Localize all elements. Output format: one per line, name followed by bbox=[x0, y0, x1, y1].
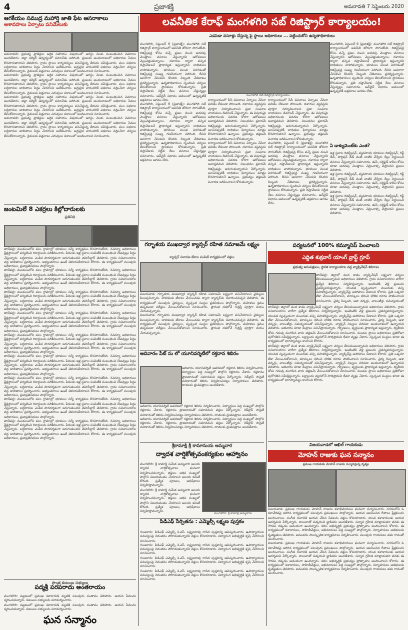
left-bottom-body: మంగళగిరి: పట్టణంలో ప్రముఖ కళాకారుడి మృతికి పలువురు సంతాపం తెలిపారు. ఆయన సేవలను స్మరించుకున్నారు. కుటుంబ సభ్యులను పరామర్శించారు. మంగళగిరి: పట్టణంలో ప్రముఖ కళాకారుడి మృతికి పలువురు సంతాపం తెలిపారు. ఆయన సేవలను స్మరించుకున్నారు. కుటుంబ సభ్యులను పరామర్శించారు. bbox=[4, 594, 136, 611]
left-bottom-kicker: సొంత కుటుంబ సభ్యులు bbox=[51, 580, 89, 585]
right-box-subheadline: ఎద్దిత శుక్రవార్ యాంగ్ వ్రాఫ్ట్ గ్రూప్ bbox=[268, 251, 404, 264]
left-bottom-section: ఘన సన్మానం bbox=[43, 615, 97, 626]
center-divider-2 bbox=[140, 442, 264, 443]
left-top-headline: ఆగకీయం సముద్ర మహార్షి జాతి ఫేట ఆసరాకాలు bbox=[4, 16, 109, 22]
center-body-1: విజయవాడ: గర్భాశయ ముఖద్వార క్యాన్సర్ రహిత సమాజమే లక్ష్యంగా పనిచేయాలని వైద్యులు పిలుపునిచ్చారు. బాలికలకు టీకాలు వేయించడం ద్వారా క్యాన్సర్‌ను నివారించవచ్చని తెలిపారు. ఈ కార్యక్రమంలో పలువురు వైద్యులు, స్వచ్ఛంద సంస్థల ప్రతినిధులు పాల్గొన్నారు. మహిళలు క్రమం తప్పకుండా పరీక్షలు చేయించుకోవాలని సూచించారు. ప్రారంభ దశలోనే గుర్తిస్తే పూర్తిగా నయం చేయవచ్చన్నారు. విజయవాడ: గర్భాశయ ముఖద్వార క్యాన్సర్ రహిత సమాజమే లక్ష్యంగా పనిచేయాలని వైద్యులు పిలుపునిచ్చారు. బాలికలకు టీకాలు వేయించడం ద్వారా క్యాన్సర్‌ను నివారించవచ్చని తెలిపారు. ఈ కార్యక్రమంలో పలువురు వైద్యులు, స్వచ్ఛంద సంస్థల ప్రతినిధులు పాల్గొన్నారు. మహిళలు క్రమం తప్పకుండా పరీక్షలు చేయించుకోవాలని సూచించారు. ప్రారంభ దశలోనే గుర్తిస్తే పూర్తిగా నయం చేయవచ్చన్నారు. bbox=[140, 292, 264, 335]
page-date: అమరావతి 7 సెప్టెంబరు 2020 bbox=[343, 4, 404, 10]
center-photo-3 bbox=[140, 366, 182, 404]
right-box-photo bbox=[268, 273, 316, 305]
left-divider-1 bbox=[4, 204, 136, 205]
page-header bbox=[4, 3, 404, 13]
left-mid-photo-3 bbox=[92, 225, 138, 247]
left-mid-byline: ప్రతినిధి bbox=[64, 214, 76, 219]
left-top-story bbox=[4, 16, 136, 29]
left-mid-body: తాడేపల్లి: మండలంలోని పలు గ్రామాల్లో భూముల సర్వే కార్యక్రమం కొనసాగుతోంది. రెవెన్యూ అధికారులు క్షేత్రస్థాయిలో పర్యటించి రికార్డులను పరిశీలించారు. పేదలకు ఇళ్ల స్థలాల పంపిణీకి సంబంధించి లేఅవుట్లు సిద్ధం చేస్తున్నారు. లబ్ధిదారుల ఎంపిక పారదర్శకంగా జరుగుతుందని తహసీల్దార్ తెలిపారు. గ్రామ సచివాలయాల వద్ద జాబితాలు ప్రదర్శించారు. అభ్యంతరాలు ఉంటే తెలియజేయాలని కోరారు. ఈ కార్యక్రమంలో పలువురు అధికారులు, ప్రజాప్రతినిధులు పాల్గొన్నారు. తాడేపల్లి: మండలంలోని పలు గ్రామాల్లో భూముల సర్వే కార్యక్రమం కొనసాగుతోంది. రెవెన్యూ అధికారులు క్షేత్రస్థాయిలో పర్యటించి రికార్డులను పరిశీలించారు. పేదలకు ఇళ్ల స్థలాల పంపిణీకి సంబంధించి లేఅవుట్లు సిద్ధం చేస్తున్నారు. లబ్ధిదారుల ఎంపిక పారదర్శకంగా జరుగుతుందని తహసీల్దార్ తెలిపారు. గ్రామ సచివాలయాల వద్ద జాబితాలు ప్రదర్శించారు. అభ్యంతరాలు ఉంటే తెలియజేయాలని కోరారు. ఈ కార్యక్రమంలో పలువురు అధికారులు, ప్రజాప్రతినిధులు పాల్గొన్నారు. తాడేపల్లి: మండలంలోని పలు గ్రామాల్లో భూముల సర్వే కార్యక్రమం కొనసాగుతోంది. రెవెన్యూ అధికారులు క్షేత్రస్థాయిలో పర్యటించి రికార్డులను పరిశీలించారు. పేదలకు ఇళ్ల స్థలాల పంపిణీకి సంబంధించి లేఅవుట్లు సిద్ధం చేస్తున్నారు. లబ్ధిదారుల ఎంపిక పారదర్శకంగా జరుగుతుందని తహసీల్దార్ తెలిపారు. గ్రామ సచివాలయాల వద్ద జాబితాలు ప్రదర్శించారు. అభ్యంతరాలు ఉంటే తెలియజేయాలని కోరారు. ఈ కార్యక్రమంలో పలువురు అధికారులు, ప్రజాప్రతినిధులు పాల్గొన్నారు. తాడేపల్లి: మండలంలోని పలు గ్రామాల్లో భూముల సర్వే కార్యక్రమం కొనసాగుతోంది. రెవెన్యూ అధికారులు క్షేత్రస్థాయిలో పర్యటించి రికార్డులను పరిశీలించారు. పేదలకు ఇళ్ల స్థలాల పంపిణీకి సంబంధించి లేఅవుట్లు సిద్ధం చేస్తున్నారు. లబ్ధిదారుల ఎంపిక పారదర్శకంగా జరుగుతుందని తహసీల్దార్ తెలిపారు. గ్రామ సచివాలయాల వద్ద జాబితాలు ప్రదర్శించారు. అభ్యంతరాలు ఉంటే తెలియజేయాలని కోరారు. ఈ కార్యక్రమంలో పలువురు అధికారులు, ప్రజాప్రతినిధులు పాల్గొన్నారు. తాడేపల్లి: మండలంలోని పలు గ్రామాల్లో భూముల సర్వే కార్యక్రమం కొనసాగుతోంది. రెవెన్యూ అధికారులు క్షేత్రస్థాయిలో పర్యటించి రికార్డులను పరిశీలించారు. పేదలకు ఇళ్ల స్థలాల పంపిణీకి సంబంధించి లేఅవుట్లు సిద్ధం చేస్తున్నారు. లబ్ధిదారుల ఎంపిక పారదర్శకంగా జరుగుతుందని తహసీల్దార్ తెలిపారు. గ్రామ సచివాలయాల వద్ద జాబితాలు ప్రదర్శించారు. అభ్యంతరాలు ఉంటే తెలియజేయాలని కోరారు. ఈ కార్యక్రమంలో పలువురు అధికారులు, ప్రజాప్రతినిధులు పాల్గొన్నారు. తాడేపల్లి: మండలంలోని పలు గ్రామాల్లో భూముల సర్వే కార్యక్రమం కొనసాగుతోంది. రెవెన్యూ అధికారులు క్షేత్రస్థాయిలో పర్యటించి రికార్డులను పరిశీలించారు. పేదలకు ఇళ్ల స్థలాల పంపిణీకి సంబంధించి లేఅవుట్లు సిద్ధం చేస్తున్నారు. లబ్ధిదారుల ఎంపిక పారదర్శకంగా జరుగుతుందని తహసీల్దార్ తెలిపారు. గ్రామ సచివాలయాల వద్ద జాబితాలు ప్రదర్శించారు. అభ్యంతరాలు ఉంటే తెలియజేయాలని కోరారు. ఈ కార్యక్రమంలో పలువురు అధికారులు, ప్రజాప్రతినిధులు పాల్గొన్నారు. తాడేపల్లి: మండలంలోని పలు గ్రామాల్లో భూముల సర్వే కార్యక్రమం కొనసాగుతోంది. రెవెన్యూ అధికారులు క్షేత్రస్థాయిలో పర్యటించి రికార్డులను పరిశీలించారు. పేదలకు ఇళ్ల స్థలాల పంపిణీకి సంబంధించి లేఅవుట్లు సిద్ధం చేస్తున్నారు. లబ్ధిదారుల ఎంపిక పారదర్శకంగా జరుగుతుందని తహసీల్దార్ తెలిపారు. గ్రామ సచివాలయాల వద్ద జాబితాలు ప్రదర్శించారు. అభ్యంతరాలు ఉంటే తెలియజేయాలని కోరారు. ఈ కార్యక్రమంలో పలువురు అధికారులు, ప్రజాప్రతినిధులు పాల్గొన్నారు. తాడేపల్లి: మండలంలోని పలు గ్రామాల్లో భూముల సర్వే కార్యక్రమం కొనసాగుతోంది. రెవెన్యూ అధికారులు క్షేత్రస్థాయిలో పర్యటించి రికార్డులను పరిశీలించారు. పేదలకు ఇళ్ల స్థలాల పంపిణీకి సంబంధించి లేఅవుట్లు సిద్ధం చేస్తున్నారు. లబ్ధిదారుల ఎంపిక పారదర్శకంగా జరుగుతుందని తహసీల్దార్ తెలిపారు. గ్రామ సచివాలయాల వద్ద జాబితాలు ప్రదర్శించారు. అభ్యంతరాలు ఉంటే తెలియజేయాలని కోరారు. ఈ కార్యక్రమంలో పలువురు అధికారులు, ప్రజాప్రతినిధులు పాల్గొన్నారు. తాడేపల్లి: మండలంలోని పలు గ్రామాల్లో భూముల సర్వే కార్యక్రమం కొనసాగుతోంది. రెవెన్యూ అధికారులు క్షేత్రస్థాయిలో పర్యటించి రికార్డులను పరిశీలించారు. పేదలకు ఇళ్ల స్థలాల పంపిణీకి సంబంధించి లేఅవుట్లు సిద్ధం చేస్తున్నారు. లబ్ధిదారుల ఎంపిక పారదర్శకంగా జరుగుతుందని తహసీల్దార్ తెలిపారు. గ్రామ సచివాలయాల వద్ద జాబితాలు ప్రదర్శించారు. అభ్యంతరాలు ఉంటే తెలియజేయాలని కోరారు. ఈ కార్యక్రమంలో పలువురు అధికారులు, ప్రజాప్రతినిధులు పాల్గొన్నారు. bbox=[4, 247, 136, 441]
center-photo-caption: మంగళగిరి: శ్రీ కామాక్షి అమ్మవారు bbox=[214, 511, 252, 515]
right-box-subline: ప్రభుత్వ ఆసుపత్రులు, స్థానిక కార్యాలయాల వద్ద వ్యాక్సినేషన్ శిబిరాలు bbox=[292, 265, 380, 269]
right-box-body-b: తాడేపల్లి: జిల్లాలో వంద శాతం వ్యాక్సినేషన్ లక్ష్యంగా చర్యలు తీసుకుంటున్నామని అధికారులు తెలిపారు. గ్రామ సచివాలయాల వారీగా ప్రత్యేక శిబిరాలు నిర్వహిస్తున్నారు. ఇంటింటికి వెళ్లి ప్రజలను చైతన్యపరుస్తున్నారు. యువత స్వచ్ఛందంగా ముందుకు వచ్చి సహకరిస్తున్నారు. వ్యాక్సిన్‌పై అపోహలు వీడాలని కోరారు. ప్రతి ఒక్కరూ టీకా వేయించుకోవాలని, మాస్కులు ధరించి భౌతిక దూరం పాటించాలని సూచించారు. వైద్య సిబ్బంది, ఆశా వర్కర్లు, వాలంటీర్లు సమన్వయంతో పనిచేస్తున్నారు. వ్యాక్సిన్ నిల్వలు సరిపడా అందుబాటులో ఉన్నాయని తెలిపారు. ఆదివారం కూడా కేంద్రాలు పనిచేస్తాయన్నారు. గర్భిణులు, వృద్ధులకు ప్రాధాన్యత ఇస్తున్నారు. ద్వితీయ డోసు గడువు ముగిసిన వారు తక్షణమే వేయించుకోవాలని సూచించారు. మండల స్థాయి అధికారులు ప్రతిరోజూ పురోగతిని సమీక్షిస్తున్నారు. లక్ష్యాలను త్వరలోనే సాధిస్తామని ధీమా వ్యక్తం చేశారు. స్వచ్ఛంద సంస్థలు కూడా ఈ కార్యక్రమంలో భాగస్వామ్యం కావాలని కోరారు. తాడేపల్లి: జిల్లాలో వంద శాతం వ్యాక్సినేషన్ లక్ష్యంగా చర్యలు తీసుకుంటున్నామని అధికారులు తెలిపారు. గ్రామ సచివాలయాల వారీగా ప్రత్యేక శిబిరాలు నిర్వహిస్తున్నారు. ఇంటింటికి వెళ్లి ప్రజలను చైతన్యపరుస్తున్నారు. యువత స్వచ్ఛందంగా ముందుకు వచ్చి సహకరిస్తున్నారు. వ్యాక్సిన్‌పై అపోహలు వీడాలని కోరారు. ప్రతి ఒక్కరూ టీకా వేయించుకోవాలని, మాస్కులు ధరించి భౌతిక దూరం పాటించాలని సూచించారు. వైద్య సిబ్బంది, ఆశా వర్కర్లు, వాలంటీర్లు సమన్వయంతో పనిచేస్తున్నారు. వ్యాక్సిన్ నిల్వలు సరిపడా అందుబాటులో ఉన్నాయని తెలిపారు. ఆదివారం కూడా కేంద్రాలు పనిచేస్తాయన్నారు. గర్భిణులు, వృద్ధులకు ప్రాధాన్యత ఇస్తున్నారు. ద్వితీయ డోసు గడువు ముగిసిన వారు తక్షణమే వేయించుకోవాలని సూచించారు. మండల స్థాయి అధికారులు ప్రతిరోజూ పురోగతిని సమీక్షిస్తున్నారు. లక్ష్యాలను త్వరలోనే సాధిస్తామని ధీమా వ్యక్తం చేశారు. స్వచ్ఛంద సంస్థలు కూడా ఈ కార్యక్రమంలో భాగస్వామ్యం కావాలని కోరారు. bbox=[268, 305, 404, 383]
right-body-2: విజయవాడ: ప్రముఖ గాయకుడు మోహన్ రాజును కళాభిమానులు ఘనంగా సన్మానించారు. నగరంలోని ఓ కళావేదికపై జరిగిన కార్యక్రమంలో పలువురు ప్రముఖులు పాల్గొన్నారు. ఆయన ఆలపించిన గీతాలు ప్రేక్షకులను అలరించాయి. సంగీత రంగానికి ఆయన చేసిన సేవలను వక్తలు కొనియాడారు. యువ కళాకారులకు ఆయన ఆదర్శమని పేర్కొన్నారు. శాలువాతో సత్కరించి జ్ఞాపికను అందజేశారు. సన్మాన గ్రహీత మాట్లాడుతూ తనకు ఈ గౌరవం దక్కడం ఆనందంగా ఉందన్నారు. కళల అభివృద్ధికి ప్రభుత్వం ప్రోత్సాహం అందించాలని కోరారు. ఈ కార్యక్రమంలో కళాకారులు, సాహితీవేత్తలు, అభిమానులు పెద్ద సంఖ్యలో పాల్గొన్నారు. నిర్వాహకులు అతిథులకు కృతజ్ఞతలు తెలిపారు. అనంతరం సాంస్కృతిక కార్యక్రమాలు నిర్వహించారు. పలువురు గాయకులు తమ గానంతో అలరించారు. విజయవాడ: ప్రముఖ గాయకుడు మోహన్ రాజును కళాభిమానులు ఘనంగా సన్మానించారు. నగరంలోని ఓ కళావేదికపై జరిగిన కార్యక్రమంలో పలువురు ప్రముఖులు పాల్గొన్నారు. ఆయన ఆలపించిన గీతాలు ప్రేక్షకులను అలరించాయి. సంగీత రంగానికి ఆయన చేసిన సేవలను వక్తలు కొనియాడారు. యువ కళాకారులకు ఆయన ఆదర్శమని పేర్కొన్నారు. శాలువాతో సత్కరించి జ్ఞాపికను అందజేశారు. సన్మాన గ్రహీత మాట్లాడుతూ తనకు ఈ గౌరవం దక్కడం ఆనందంగా ఉందన్నారు. కళల అభివృద్ధికి ప్రభుత్వం ప్రోత్సాహం అందించాలని కోరారు. ఈ కార్యక్రమంలో కళాకారులు, సాహితీవేత్తలు, అభిమానులు పెద్ద సంఖ్యలో పాల్గొన్నారు. నిర్వాహకులు అతిథులకు కృతజ్ఞతలు తెలిపారు. అనంతరం సాంస్కృతిక కార్యక్రమాలు నిర్వహించారు. పలువురు గాయకులు తమ గానంతో అలరించారు. bbox=[268, 507, 404, 576]
center-body-2b: ఆదివారం యూనివర్శిటీ ఆవరణలో రక్తదాన శిబిరం నిర్వహించారు. విద్యార్థులు పెద్ద సంఖ్యలో పాల్గొని రక్తదానం చేశారు. రక్తదానం ప్రాణదానంతో సమానమని వక్తలు పేర్కొన్నారు. రెడ్‌క్రాస్ సొసైటీ సహకారంతో శిబిరం నిర్వహించినట్లు నిర్వాహకులు తెలిపారు. దాతలకు ధ్రువపత్రాలు అందజేశారు. ఆదివారం యూనివర్శిటీ ఆవరణలో రక్తదాన శిబిరం నిర్వహించారు. విద్యార్థులు పెద్ద సంఖ్యలో పాల్గొని రక్తదానం చేశారు. రక్తదానం ప్రాణదానంతో సమానమని వక్తలు పేర్కొన్నారు. రెడ్‌క్రాస్ సొసైటీ సహకారంతో శిబిరం నిర్వహించినట్లు నిర్వాహకులు తెలిపారు. దాతలకు ధ్రువపత్రాలు అందజేశారు. bbox=[140, 404, 264, 430]
center-headline-3: ద్వాదశ వార్షికోత్సవంకర్యకుల ఆహ్వానం bbox=[156, 451, 248, 458]
main-body-col2: కార్యాలయంలో సీసీ కెమెరాలు ఏర్పాటు చేసినా ఫలితం లేకుండా పోయింది. దళారుల వ్యవస్థను పూర్తిగా నిర్మూలించాలని ప్రజా సంఘాల నాయకులు డిమాండ్ చేస్తున్నారు. ఈ విషయమై అధికారులను వివరణ కోరగా ఆరోపణలు అవాస్తవమని తెలిపారు. నిబంధనల ప్రకారమే రిజిస్ట్రేషన్లు జరుగుతున్నాయని పేర్కొన్నారు. అయినప్పటికీ బాధితుల ఫిర్యాదులు మాత్రం కొనసాగుతూనే ఉన్నాయి. ప్రభుత్వం తక్షణమే విచారణ జరిపించాలని కోరుతున్నారు. కార్యాలయంలో సీసీ కెమెరాలు ఏర్పాటు చేసినా ఫలితం లేకుండా పోయింది. దళారుల వ్యవస్థను పూర్తిగా నిర్మూలించాలని ప్రజా సంఘాల నాయకులు డిమాండ్ చేస్తున్నారు. ఈ విషయమై అధికారులను వివరణ కోరగా ఆరోపణలు అవాస్తవమని తెలిపారు. నిబంధనల ప్రకారమే రిజిస్ట్రేషన్లు జరుగుతున్నాయని పేర్కొన్నారు. అయినప్పటికీ బాధితుల ఫిర్యాదులు మాత్రం కొనసాగుతూనే ఉన్నాయి. ప్రభుత్వం తక్షణమే విచారణ జరిపించాలని కోరుతున్నారు. bbox=[208, 98, 266, 184]
page-number: 4 bbox=[4, 3, 11, 13]
center-divider-1 bbox=[140, 350, 264, 351]
column-separator-left bbox=[138, 16, 139, 626]
center-body-3: మంగళగిరి: శ్రీ కామాక్షి సమేత అమ్మవారి ఆలయ ద్వాదశ వార్షికోత్సవాలు ఘనంగా నిర్వహించనున్నారు. భక్తులు అధిక సంఖ్యలో పాల్గొని విజయవంతం చేయాలని ఆలయ కమిటీ కోరింది. ప్రత్యేక పూజలు, అభిషేకాలు నిర్వహిస్తామన్నారు. మంగళగిరి: శ్రీ కామాక్షి సమేత అమ్మవారి ఆలయ ద్వాదశ వార్షికోత్సవాలు ఘనంగా నిర్వహించనున్నారు. భక్తులు అధిక సంఖ్యలో పాల్గొని విజయవంతం చేయాలని ఆలయ కమిటీ కోరింది. ప్రత్యేక పూజలు, అభిషేకాలు నిర్వహిస్తామన్నారు. bbox=[140, 462, 200, 514]
left-top-body: అమరావతి: ప్రభుత్వ ప్రాజెక్టుల ఆర్థిక సహాయం విషయంలో ఆగస్టు నెలకు సంబంధించిన వివరాలు అందజేశారు. జిల్లా కలెక్టర్ ఆధ్వర్యంలో సమావేశం జరిగింది. ప్రజలకు అందుబాటులో అధికారుల సేవలు కొనసాగుతాయని తెలిపారు. గ్రామ స్థాయి కార్యదర్శులు పనిచేస్తున్న తీరును సమీక్షించారు. పలు పథకాల లబ్ధిదారుల జాబితాలు సిద్ధం చేయాలని ఆదేశించారు. అర్హులైన వారందరికీ పథకాలు వర్తించేలా చర్యలు తీసుకోవాలన్నారు. రైతులకు విత్తనాలు ఎరువులు సకాలంలో అందించాలని సూచించారు. అమరావతి: ప్రభుత్వ ప్రాజెక్టుల ఆర్థిక సహాయం విషయంలో ఆగస్టు నెలకు సంబంధించిన వివరాలు అందజేశారు. జిల్లా కలెక్టర్ ఆధ్వర్యంలో సమావేశం జరిగింది. ప్రజలకు అందుబాటులో అధికారుల సేవలు కొనసాగుతాయని తెలిపారు. గ్రామ స్థాయి కార్యదర్శులు పనిచేస్తున్న తీరును సమీక్షించారు. పలు పథకాల లబ్ధిదారుల జాబితాలు సిద్ధం చేయాలని ఆదేశించారు. అర్హులైన వారందరికీ పథకాలు వర్తించేలా చర్యలు తీసుకోవాలన్నారు. రైతులకు విత్తనాలు ఎరువులు సకాలంలో అందించాలని సూచించారు. అమరావతి: ప్రభుత్వ ప్రాజెక్టుల ఆర్థిక సహాయం విషయంలో ఆగస్టు నెలకు సంబంధించిన వివరాలు అందజేశారు. జిల్లా కలెక్టర్ ఆధ్వర్యంలో సమావేశం జరిగింది. ప్రజలకు అందుబాటులో అధికారుల సేవలు కొనసాగుతాయని తెలిపారు. గ్రామ స్థాయి కార్యదర్శులు పనిచేస్తున్న తీరును సమీక్షించారు. పలు పథకాల లబ్ధిదారుల జాబితాలు సిద్ధం చేయాలని ఆదేశించారు. అర్హులైన వారందరికీ పథకాలు వర్తించేలా చర్యలు తీసుకోవాలన్నారు. రైతులకు విత్తనాలు ఎరువులు సకాలంలో అందించాలని సూచించారు. అమరావతి: ప్రభుత్వ ప్రాజెక్టుల ఆర్థిక సహాయం విషయంలో ఆగస్టు నెలకు సంబంధించిన వివరాలు అందజేశారు. జిల్లా కలెక్టర్ ఆధ్వర్యంలో సమావేశం జరిగింది. ప్రజలకు అందుబాటులో అధికారుల సేవలు కొనసాగుతాయని తెలిపారు. గ్రామ స్థాయి కార్యదర్శులు పనిచేస్తున్న తీరును సమీక్షించారు. పలు పథకాల లబ్ధిదారుల జాబితాలు సిద్ధం చేయాలని ఆదేశించారు. అర్హులైన వారందరికీ పథకాలు వర్తించేలా చర్యలు తీసుకోవాలన్నారు. రైతులకు విత్తనాలు ఎరువులు సకాలంలో అందించాలని సూచించారు. bbox=[4, 52, 136, 138]
main-body-col1: మంగళగిరి, సెప్టెంబర్ 6 (ప్రజాశక్తి): మంగళగిరి సబ్ రిజిస్ట్రార్ కార్యాలయంలో అవినీతి జోరుగా సాగుతోంది. రిజిస్ట్రేషన్ల కోసం వచ్చే ప్రజల నుంచి అదనపు మొత్తాలు వసూలు చేస్తున్నారని ఆరోపణలు వెల్లువెత్తుతున్నాయి. దళారుల ద్వారా వచ్చిన దస్తావేజులకే ప్రాధాన్యత ఇస్తున్నారని బాధితులు వాపోతున్నారు. భూముల విలువ పెరగడంతో రిజిస్ట్రేషన్ల సంఖ్య గణనీయంగా పెరిగింది. దీనిని ఆసరాగా చేసుకుని కొందరు సిబ్బంది చేతివాటం ప్రదర్శిస్తున్నారు. ఉన్నతాధికారులు స్పందించి చర్యలు తీసుకోవాలని స్థానికులు కోరుతున్నారు. ప్రతి దస్తావేజుకు నిర్ణీత రేటు వసూలు చేస్తున్నట్లు సమాచారం. ఆన్‌లైన్ విధానం అమలులో ఉన్నప్పటికీ అక్రమాలు ఆగడం లేదు. మంగళగిరి, సెప్టెంబర్ 6 (ప్రజాశక్తి): మంగళగిరి సబ్ రిజిస్ట్రార్ కార్యాలయంలో అవినీతి జోరుగా సాగుతోంది. రిజిస్ట్రేషన్ల కోసం వచ్చే ప్రజల నుంచి అదనపు మొత్తాలు వసూలు చేస్తున్నారని ఆరోపణలు వెల్లువెత్తుతున్నాయి. దళారుల ద్వారా వచ్చిన దస్తావేజులకే ప్రాధాన్యత ఇస్తున్నారని బాధితులు వాపోతున్నారు. భూముల విలువ పెరగడంతో రిజిస్ట్రేషన్ల సంఖ్య గణనీయంగా పెరిగింది. దీనిని ఆసరాగా చేసుకుని కొందరు సిబ్బంది చేతివాటం ప్రదర్శిస్తున్నారు. ఉన్నతాధికారులు స్పందించి చర్యలు తీసుకోవాలని స్థానికులు కోరుతున్నారు. ప్రతి దస్తావేజుకు నిర్ణీత రేటు వసూలు చేస్తున్నట్లు సమాచారం. ఆన్‌లైన్ విధానం అమలులో ఉన్నప్పటికీ అక్రమాలు ఆగడం లేదు. bbox=[140, 42, 206, 163]
right-subline-2: ప్రముఖ గాయకుడు మోహన్ రాజును సన్మానిస్తున్న దృశ్యం bbox=[302, 462, 370, 466]
center-headline-2: ఆదివారం పేట్ సు లో యూనివర్శిటీలో రక్తదాన శిబిరం bbox=[140, 352, 239, 357]
left-mid-photo-1 bbox=[4, 225, 46, 247]
main-banner-headline: లవనీతిక కేరాఫ్ మంగళగిరి సబ్ రిజిస్ట్రార్ కార్యాలయం! bbox=[140, 14, 404, 32]
main-body-col3: కార్యాలయంలో సీసీ కెమెరాలు ఏర్పాటు చేసినా ఫలితం లేకుండా పోయింది. దళారుల వ్యవస్థను పూర్తిగా నిర్మూలించాలని ప్రజా సంఘాల నాయకులు డిమాండ్ చేస్తున్నారు. ఈ విషయమై అధికారులను వివరణ కోరగా ఆరోపణలు అవాస్తవమని తెలిపారు. నిబంధనల ప్రకారమే రిజిస్ట్రేషన్లు జరుగుతున్నాయని పేర్కొన్నారు. అయినప్పటికీ బాధితుల ఫిర్యాదులు మాత్రం కొనసాగుతూనే ఉన్నాయి. ప్రభుత్వం తక్షణమే విచారణ జరిపించాలని కోరుతున్నారు. మంగళగిరి, సెప్టెంబర్ 6 (ప్రజాశక్తి): మంగళగిరి సబ్ రిజిస్ట్రార్ కార్యాలయంలో అవినీతి జోరుగా సాగుతోంది. రిజిస్ట్రేషన్ల కోసం వచ్చే ప్రజల నుంచి అదనపు మొత్తాలు వసూలు చేస్తున్నారని ఆరోపణలు వెల్లువెత్తుతున్నాయి. దళారుల ద్వారా వచ్చిన దస్తావేజులకే ప్రాధాన్యత ఇస్తున్నారని బాధితులు వాపోతున్నారు. భూముల విలువ పెరగడంతో రిజిస్ట్రేషన్ల సంఖ్య గణనీయంగా పెరిగింది. దీనిని ఆసరాగా చేసుకుని కొందరు సిబ్బంది చేతివాటం ప్రదర్శిస్తున్నారు. ఉన్నతాధికారులు స్పందించి చర్యలు తీసుకోవాలని స్థానికులు కోరుతున్నారు. ప్రతి దస్తావేజుకు నిర్ణీత రేటు వసూలు చేస్తున్నట్లు సమాచారం. ఆన్‌లైన్ విధానం అమలులో ఉన్నప్పటికీ అక్రమాలు ఆగడం లేదు. bbox=[268, 98, 328, 206]
main-photo bbox=[208, 42, 330, 94]
center-photo-4 bbox=[202, 462, 266, 512]
center-photo-2 bbox=[202, 262, 266, 292]
right-headline-2: మోహన్ రాజుకు ఘన సన్మానం bbox=[268, 450, 404, 462]
main-subhead-2: ఏ డాక్యుమెంట్‌కు ఎంత? bbox=[330, 143, 370, 148]
center-headline-4: పిడిఎఫ్ సేర్పితను : ఎమ్మెల్సీ లక్ష్మణ పుస్తకం bbox=[159, 519, 245, 525]
left-mid-headline: జంటమిలే 8 ఎకర్రలు కిల్లోదారులకు bbox=[4, 206, 86, 213]
main-divider bbox=[140, 240, 404, 241]
paper-name: ప్రజాశక్తి bbox=[154, 3, 174, 11]
right-photo-2 bbox=[336, 469, 406, 507]
column-separator-right bbox=[266, 242, 267, 626]
main-body-col4b: ఇళ్ల స్థలాల రిజిస్ట్రేషన్, వ్యవసాయ భూముల రిజిస్ట్రేషన్, గిఫ్ట్ డీడ్, పార్టిషన్ డీడ్ వంటి వాటికి వేర్వేరు రేట్లు నిర్ణయించి వసూలు చేస్తున్నారని సమాచారం. ఈసీ, సర్టిఫైడ్ కాపీల కోసం కూడా అదనపు మొత్తాలు చెల్లించాల్సి వస్తోందని ప్రజలు తెలిపారు. ఇళ్ల స్థలాల రిజిస్ట్రేషన్, వ్యవసాయ భూముల రిజిస్ట్రేషన్, గిఫ్ట్ డీడ్, పార్టిషన్ డీడ్ వంటి వాటికి వేర్వేరు రేట్లు నిర్ణయించి వసూలు చేస్తున్నారని సమాచారం. ఈసీ, సర్టిఫైడ్ కాపీల కోసం కూడా అదనపు మొత్తాలు చెల్లించాల్సి వస్తోందని ప్రజలు తెలిపారు. ఇళ్ల స్థలాల రిజిస్ట్రేషన్, వ్యవసాయ భూముల రిజిస్ట్రేషన్, గిఫ్ట్ డీడ్, పార్టిషన్ డీడ్ వంటి వాటికి వేర్వేరు రేట్లు నిర్ణయించి వసూలు చేస్తున్నారని సమాచారం. ఈసీ, సర్టిఫైడ్ కాపీల కోసం కూడా అదనపు మొత్తాలు చెల్లించాల్సి వస్తోందని ప్రజలు తెలిపారు. bbox=[330, 151, 404, 216]
center-subline-1: క్యాన్సర్ నివారణ టీకాల పంపిణీ కార్యక్రమంలో వక్తలు bbox=[169, 255, 235, 259]
main-subheadline: ఎడపెడా వసూళ్లు చేస్తున్న పై స్థాయి అధికారులు ... పట్టించుకోని ఉన్నతాధికారులు bbox=[209, 33, 335, 38]
left-top-photo bbox=[4, 32, 72, 52]
left-bottom-headline: పద్మశ్రీ పరపరాదు అంతరాయం bbox=[34, 584, 106, 592]
left-top-photo-2 bbox=[72, 32, 138, 52]
left-bottom-story bbox=[4, 581, 136, 592]
center-body-4: గుంటూరు: పిడిఎఫ్ ఎమ్మెల్సీ కె.ఎస్. లక్ష్మణరావు రాసిన పుస్తకాన్ని ఆవిష్కరించారు. ఉపాధ్యాయుల సమస్యలపై నిరంతరం పోరాడుతున్నారని వక్తలు కొనియాడారు. విద్యారంగ అభివృద్ధికి కృషి చేయాలని సూచించారు. గుంటూరు: పిడిఎఫ్ ఎమ్మెల్సీ కె.ఎస్. లక్ష్మణరావు రాసిన పుస్తకాన్ని ఆవిష్కరించారు. ఉపాధ్యాయుల సమస్యలపై నిరంతరం పోరాడుతున్నారని వక్తలు కొనియాడారు. విద్యారంగ అభివృద్ధికి కృషి చేయాలని సూచించారు. గుంటూరు: పిడిఎఫ్ ఎమ్మెల్సీ కె.ఎస్. లక్ష్మణరావు రాసిన పుస్తకాన్ని ఆవిష్కరించారు. ఉపాధ్యాయుల సమస్యలపై నిరంతరం పోరాడుతున్నారని వక్తలు కొనియాడారు. విద్యారంగ అభివృద్ధికి కృషి చేయాలని సూచించారు. గుంటూరు: పిడిఎఫ్ ఎమ్మెల్సీ కె.ఎస్. లక్ష్మణరావు రాసిన పుస్తకాన్ని ఆవిష్కరించారు. ఉపాధ్యాయుల సమస్యలపై నిరంతరం పోరాడుతున్నారని వక్తలు కొనియాడారు. విద్యారంగ అభివృద్ధికి కృషి చేయాలని సూచించారు. bbox=[140, 530, 264, 582]
center-headline-1: గర్భాశయ ముఖద్వార క్యాన్సర్ రహిత సమాజమే లక్ష్యం bbox=[144, 242, 260, 248]
right-kicker-2: విజయవాడలో అఖిల్ గాయకుడు bbox=[309, 442, 363, 447]
right-photo-1 bbox=[268, 469, 336, 507]
center-body-2: ఆదివారం యూనివర్శిటీ ఆవరణలో రక్తదాన శిబిరం నిర్వహించారు. విద్యార్థులు పెద్ద సంఖ్యలో పాల్గొని రక్తదానం చేశారు. రక్తదానం ప్రాణదానంతో సమానమని వక్తలు పేర్కొన్నారు. రెడ్‌క్రాస్ సొసైటీ సహకారంతో శిబిరం నిర్వహించినట్లు నిర్వాహకులు తెలిపారు. దాతలకు ధ్రువపత్రాలు అందజేశారు. bbox=[182, 366, 264, 388]
right-box-body-a: తాడేపల్లి: జిల్లాలో వంద శాతం వ్యాక్సినేషన్ లక్ష్యంగా చర్యలు తీసుకుంటున్నామని అధికారులు తెలిపారు. గ్రామ సచివాలయాల వారీగా ప్రత్యేక శిబిరాలు నిర్వహిస్తున్నారు. ఇంటింటికి వెళ్లి ప్రజలను చైతన్యపరుస్తున్నారు. యువత స్వచ్ఛందంగా ముందుకు వచ్చి సహకరిస్తున్నారు. వ్యాక్సిన్‌పై అపోహలు వీడాలని కోరారు. ప్రతి ఒక్కరూ టీకా వేయించుకోవాలని, మాస్కులు ధరించి భౌతిక దూరం పాటించాలని సూచించారు. వైద్య సిబ్బంది, ఆశా వర్కర్లు, వాలంటీర్లు సమన్వయంతో bbox=[316, 273, 404, 303]
center-kicker-3: శ్రీకామాక్షి శ్రీ కామానుయ అమ్మవార bbox=[171, 444, 233, 449]
left-top-subline: ఆశావహలు ఏర్పాటు పనిమేలుకు bbox=[4, 22, 68, 29]
right-box-headline: పర్యటనలో 100% కమ్మూనిప్ పెంచాలని bbox=[292, 243, 380, 249]
left-mid-story bbox=[4, 207, 136, 219]
main-body-col4: మంగళగిరి, సెప్టెంబర్ 6 (ప్రజాశక్తి): మంగళగిరి సబ్ రిజిస్ట్రార్ కార్యాలయంలో అవినీతి జోరుగా సాగుతోంది. రిజిస్ట్రేషన్ల కోసం వచ్చే ప్రజల నుంచి అదనపు మొత్తాలు వసూలు చేస్తున్నారని ఆరోపణలు వెల్లువెత్తుతున్నాయి. దళారుల ద్వారా వచ్చిన దస్తావేజులకే ప్రాధాన్యత ఇస్తున్నారని బాధితులు వాపోతున్నారు. భూముల విలువ పెరగడంతో రిజిస్ట్రేషన్ల సంఖ్య గణనీయంగా పెరిగింది. దీనిని ఆసరాగా చేసుకుని కొందరు సిబ్బంది చేతివాటం ప్రదర్శిస్తున్నారు. ఉన్నతాధికారులు స్పందించి చర్యలు తీసుకోవాలని స్థానికులు కోరుతున్నారు. ప్రతి దస్తావేజుకు నిర్ణీత రేటు వసూలు చేస్తున్నట్లు సమాచారం. ఆన్‌లైన్ విధానం అమలులో ఉన్నప్పటికీ అక్రమాలు ఆగడం లేదు. bbox=[330, 42, 404, 94]
center-photo-1 bbox=[140, 262, 202, 292]
main-photo-caption: మంగళగిరి సబ్ రిజిస్ట్రార్ కార్యాలయం bbox=[246, 93, 290, 97]
left-mid-photo-2 bbox=[46, 225, 92, 247]
